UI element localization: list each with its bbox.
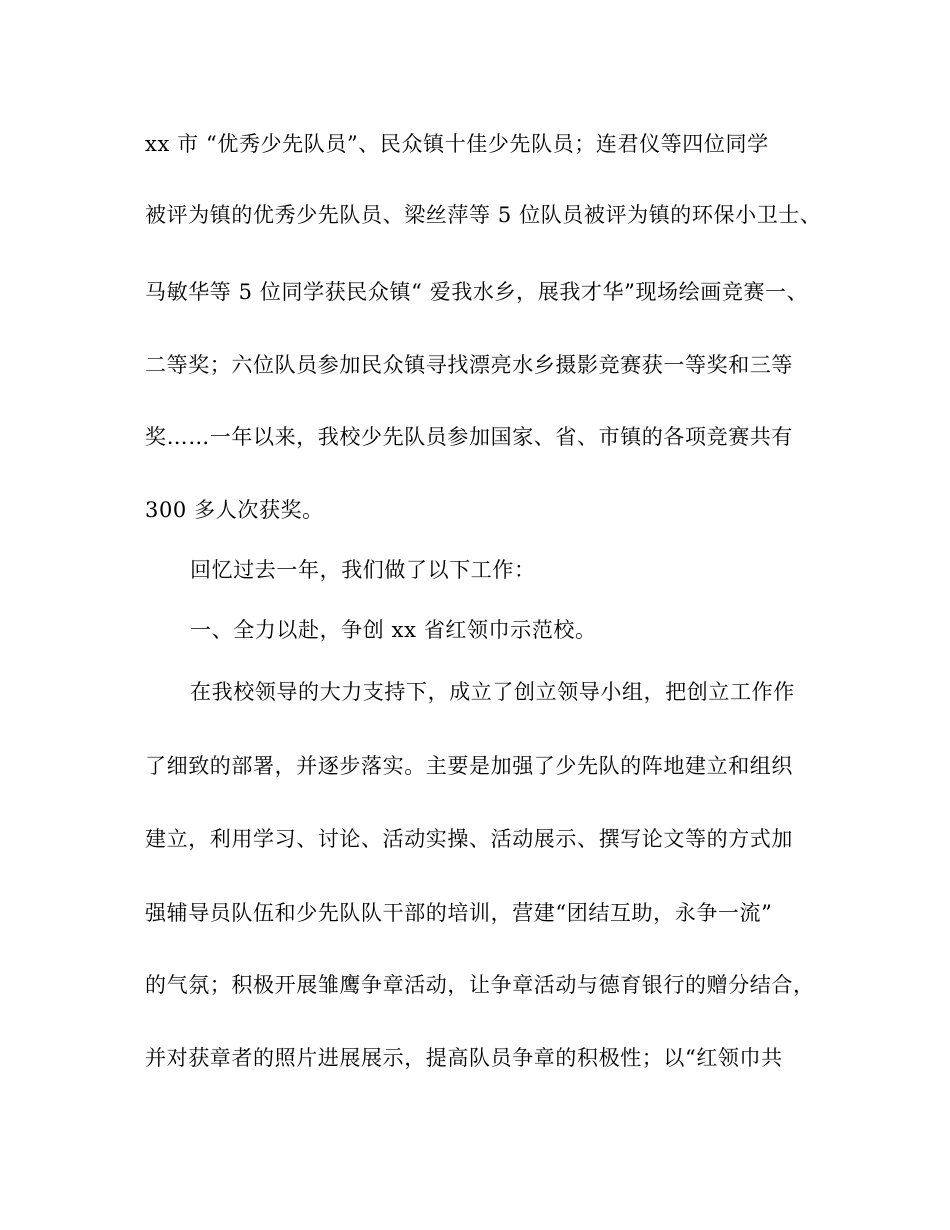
paragraph-line: 建立，利用学习、讨论、活动实操、活动展示、撰写论文等的方式加 bbox=[145, 827, 793, 851]
paragraph-line: 300 多人次获奖。 bbox=[145, 498, 324, 522]
paragraph-line: 二等奖；六位队员参加民众镇寻找漂亮水乡摄影竞赛获一等奖和三等 bbox=[145, 353, 793, 377]
paragraph-line: 在我校领导的大力支持下，成立了创立领导小组，把创立工作作 bbox=[190, 680, 795, 704]
paragraph-line: 强辅导员队伍和少先队队干部的培训，营建“团结互助，永争一流” bbox=[145, 901, 773, 925]
paragraph-line: 的气氛；积极开展雏鹰争章活动，让争章活动与德育银行的赠分结合， bbox=[145, 973, 815, 997]
paragraph-line: 被评为镇的优秀少先队员、梁丝萍等 5 位队员被评为镇的环保小卫士、 bbox=[145, 203, 822, 227]
paragraph-line: 并对获章者的照片进展展示，提高队员争章的积极性；以“红领巾共 bbox=[145, 1046, 783, 1070]
paragraph-line: 了细致的部署，并逐步落实。主要是加强了少先队的阵地建立和组织 bbox=[145, 754, 793, 778]
paragraph-line: 回忆过去一年，我们做了以下工作： bbox=[190, 558, 536, 582]
paragraph-line: 马敏华等 5 位同学获民众镇“ 爱我水乡，展我才华”现场绘画竞赛一、 bbox=[145, 280, 809, 304]
section-heading: 一、全力以赴，争创 xx 省红领巾示范校。 bbox=[190, 618, 597, 642]
paragraph-line: 奖……一年以来，我校少先队员参加国家、省、市镇的各项竞赛共有 bbox=[145, 425, 793, 449]
paragraph-line: xx 市 “优秀少先队员”、民众镇十佳少先队员；连君仪等四位同学 bbox=[145, 132, 769, 156]
